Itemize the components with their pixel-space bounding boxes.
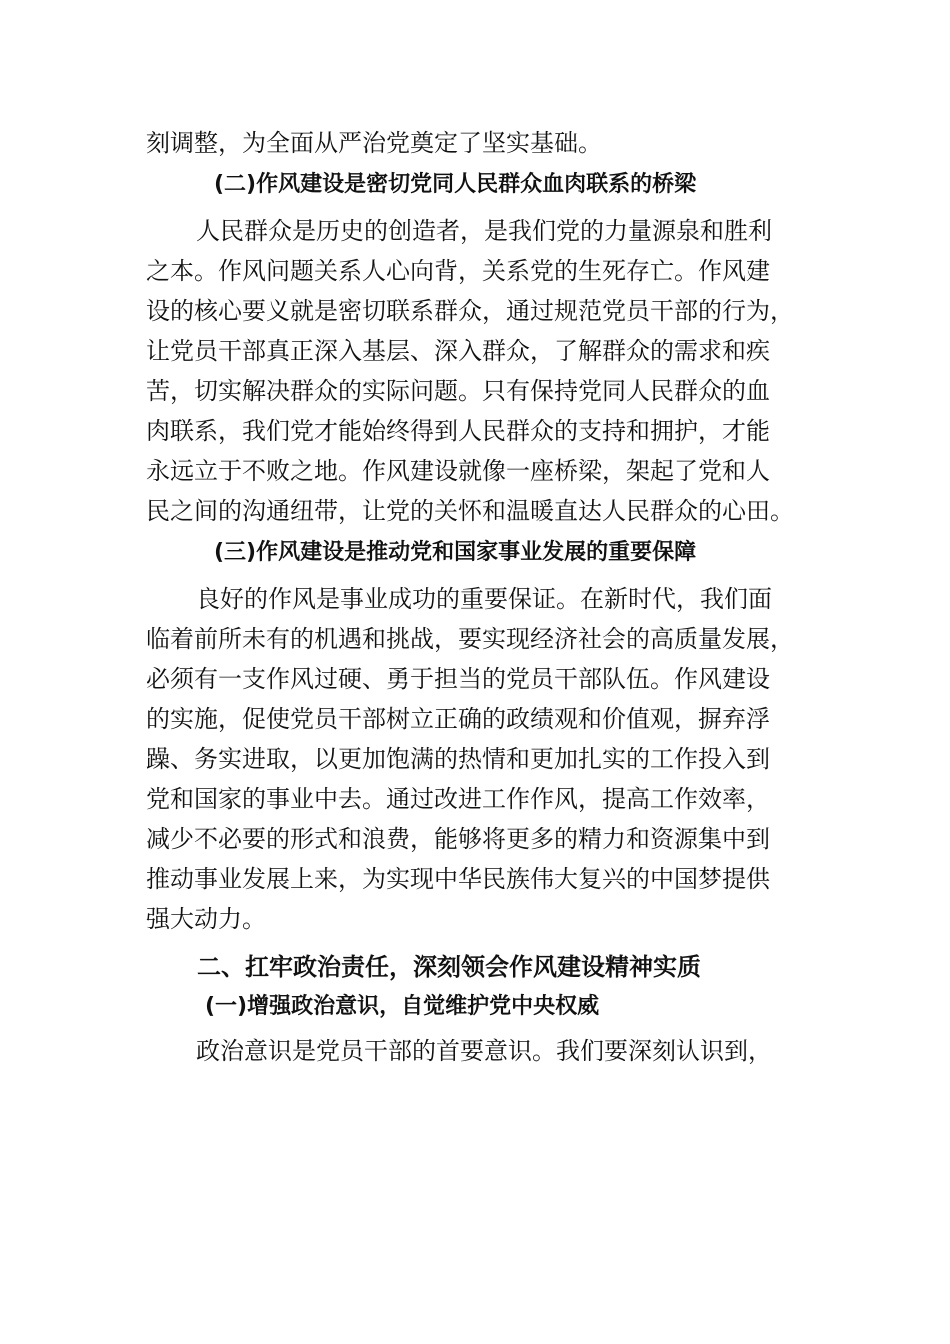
paragraph-line: 躁、务实进取，以更加饱满的热情和更加扎实的工作投入到 <box>146 745 770 773</box>
paragraph-line: 苦，切实解决群众的实际问题。只有保持党同人民群众的血 <box>146 377 770 405</box>
paragraph-line: 必须有一支作风过硬、勇于担当的党员干部队伍。作风建设 <box>146 665 770 693</box>
section-heading-2: 二、扛牢政治责任，深刻领会作风建设精神实质 <box>197 953 701 981</box>
paragraph-line: 的实施，促使党员干部树立正确的政绩观和价值观，摒弃浮 <box>146 705 770 733</box>
paragraph-line: 肉联系，我们党才能始终得到人民群众的支持和拥护，才能 <box>146 417 770 445</box>
paragraph-line: 人民群众是历史的创造者，是我们党的力量源泉和胜利 <box>196 217 772 245</box>
paragraph-line: 减少不必要的形式和浪费，能够将更多的精力和资源集中到 <box>146 825 770 853</box>
section-subheading-3: (三)作风建设是推动党和国家事业发展的重要保障 <box>214 540 697 565</box>
paragraph-line: 党和国家的事业中去。通过改进工作作风，提高工作效率， <box>146 785 770 813</box>
paragraph-line: 之本。作风问题关系人心向背，关系党的生死存亡。作风建 <box>146 257 770 285</box>
paragraph-line: 永远立于不败之地。作风建设就像一座桥梁，架起了党和人 <box>146 457 770 485</box>
paragraph-line: 临着前所未有的机遇和挑战，要实现经济社会的高质量发展， <box>146 625 794 653</box>
paragraph-line: 推动事业发展上来，为实现中华民族伟大复兴的中国梦提供 <box>146 865 770 893</box>
paragraph-line: 设的核心要义就是密切联系群众，通过规范党员干部的行为， <box>146 297 794 325</box>
section-subheading-1: (一)增强政治意识，自觉维护党中央权威 <box>205 994 600 1019</box>
paragraph-line: 民之间的沟通纽带，让党的关怀和温暖直达人民群众的心田。 <box>146 497 794 525</box>
paragraph-line: 刻调整，为全面从严治党奠定了坚实基础。 <box>146 129 602 157</box>
paragraph-line: 让党员干部真正深入基层、深入群众，了解群众的需求和疾 <box>146 337 770 365</box>
paragraph-line: 强大动力。 <box>146 905 266 933</box>
paragraph-line: 政治意识是党员干部的首要意识。我们要深刻认识到， <box>196 1037 772 1065</box>
paragraph-line: 良好的作风是事业成功的重要保证。在新时代，我们面 <box>196 585 772 613</box>
section-subheading-2: (二)作风建设是密切党同人民群众血肉联系的桥梁 <box>214 172 697 197</box>
